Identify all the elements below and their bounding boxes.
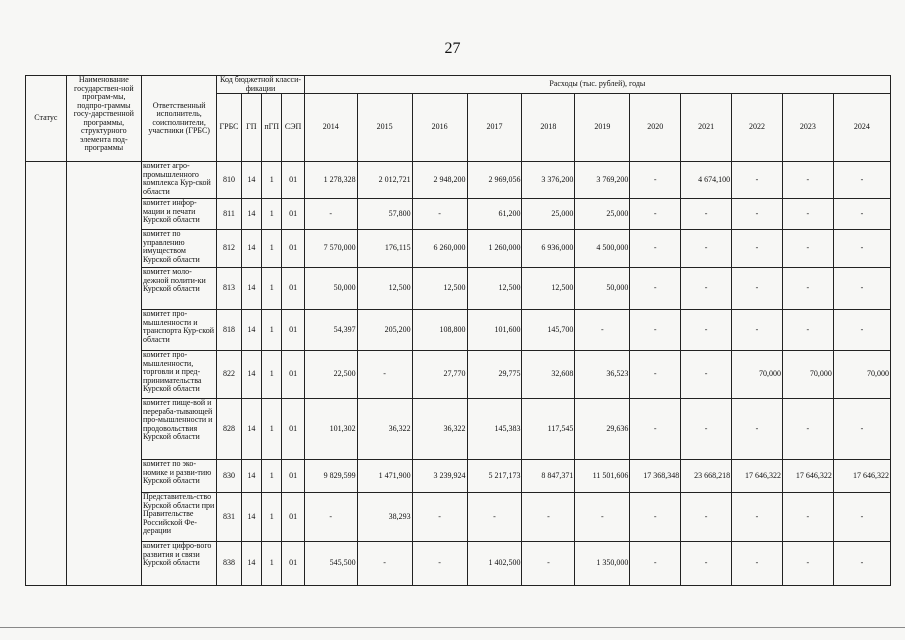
table-row <box>26 199 891 230</box>
sep-cell: 01 <box>282 230 304 268</box>
gp-cell: 14 <box>241 310 261 351</box>
header-budget-code: Код бюджетной класси-фикации <box>217 76 304 94</box>
table-row <box>26 493 891 542</box>
expense-cell: 17 646,322 <box>732 460 783 493</box>
budget-table <box>25 75 891 586</box>
expense-cell: - <box>782 199 833 230</box>
header-year-col: 2022 <box>732 94 783 162</box>
expense-cell: - <box>630 399 681 460</box>
expense-cell: 1 402,500 <box>467 542 522 586</box>
expense-cell: 108,800 <box>412 310 467 351</box>
page-number: 27 <box>444 40 461 57</box>
pgp-cell: 1 <box>262 162 282 199</box>
expense-cell: 3 376,200 <box>522 162 575 199</box>
sep-cell: 01 <box>282 542 304 586</box>
executor-cell: комитет по эко-номике и разви-тию Курской области <box>141 460 216 493</box>
header-program-name: Наименование государствен-ной програм-мы, подпро-граммы госу-дарственной программы, структурного элемента под-программы <box>66 76 141 162</box>
pgp-cell: 1 <box>262 310 282 351</box>
expense-cell: - <box>782 399 833 460</box>
expense-cell: - <box>304 493 357 542</box>
header-code-col: ГП <box>241 94 261 162</box>
gp-cell: 14 <box>241 399 261 460</box>
gp-cell: 14 <box>241 542 261 586</box>
expense-cell: 32,608 <box>522 351 575 399</box>
expense-cell: 61,200 <box>467 199 522 230</box>
pgp-cell: 1 <box>262 268 282 310</box>
header-expenses: Расходы (тыс. рублей), годы <box>304 76 890 94</box>
expense-cell: 50,000 <box>575 268 630 310</box>
expense-cell: - <box>575 310 630 351</box>
header-year-col: 2023 <box>782 94 833 162</box>
expense-cell: 36,523 <box>575 351 630 399</box>
expense-cell: - <box>681 399 732 460</box>
expense-cell: 12,500 <box>467 268 522 310</box>
expense-cell: - <box>782 542 833 586</box>
grbs-cell: 822 <box>217 351 241 399</box>
expense-cell: 70,000 <box>732 351 783 399</box>
expense-cell: 3 239,924 <box>412 460 467 493</box>
grbs-cell: 811 <box>217 199 241 230</box>
expense-cell: - <box>575 493 630 542</box>
expense-cell: - <box>782 310 833 351</box>
expense-cell: - <box>833 542 890 586</box>
executor-cell: комитет про-мышленности и транспорта Кур-ской области <box>141 310 216 351</box>
grbs-cell: 810 <box>217 162 241 199</box>
expense-cell: - <box>732 399 783 460</box>
gp-cell: 14 <box>241 230 261 268</box>
expense-cell: 27,770 <box>412 351 467 399</box>
expense-cell: - <box>833 230 890 268</box>
expense-cell: 17 368,348 <box>630 460 681 493</box>
pgp-cell: 1 <box>262 399 282 460</box>
expense-cell: 17 646,322 <box>833 460 890 493</box>
expense-cell: - <box>782 230 833 268</box>
pgp-cell: 1 <box>262 460 282 493</box>
sep-cell: 01 <box>282 162 304 199</box>
expense-cell: 70,000 <box>833 351 890 399</box>
expense-cell: 145,700 <box>522 310 575 351</box>
expense-cell: 4 500,000 <box>575 230 630 268</box>
expense-cell: 38,293 <box>357 493 412 542</box>
expense-cell: - <box>681 310 732 351</box>
expense-cell: - <box>782 493 833 542</box>
table-row <box>26 230 891 268</box>
expense-cell: 6 936,000 <box>522 230 575 268</box>
expense-cell: 12,500 <box>412 268 467 310</box>
executor-cell: комитет цифро-вого развития и связи Курской области <box>141 542 216 586</box>
expense-cell: - <box>681 230 732 268</box>
expense-cell: - <box>630 493 681 542</box>
expense-cell: 2 948,200 <box>412 162 467 199</box>
expense-cell: - <box>357 351 412 399</box>
sep-cell: 01 <box>282 351 304 399</box>
expense-cell: - <box>681 199 732 230</box>
header-year-col: 2016 <box>412 94 467 162</box>
expense-cell: 1 471,900 <box>357 460 412 493</box>
expense-cell: - <box>357 542 412 586</box>
expense-cell: - <box>833 493 890 542</box>
gp-cell: 14 <box>241 268 261 310</box>
gp-cell: 14 <box>241 199 261 230</box>
expense-cell: - <box>630 310 681 351</box>
expense-cell: 101,302 <box>304 399 357 460</box>
expense-cell: - <box>304 199 357 230</box>
expense-cell: 545,500 <box>304 542 357 586</box>
expense-cell: 1 350,000 <box>575 542 630 586</box>
expense-cell: 6 260,000 <box>412 230 467 268</box>
expense-cell: - <box>412 493 467 542</box>
table-row <box>26 542 891 586</box>
expense-cell: - <box>782 268 833 310</box>
expense-cell: 36,322 <box>357 399 412 460</box>
expense-cell: - <box>732 268 783 310</box>
sep-cell: 01 <box>282 268 304 310</box>
grbs-cell: 818 <box>217 310 241 351</box>
expense-cell: - <box>833 162 890 199</box>
expense-cell: - <box>833 268 890 310</box>
expense-cell: - <box>681 351 732 399</box>
expense-cell: 11 501,606 <box>575 460 630 493</box>
expense-cell: - <box>681 268 732 310</box>
header-code-col: СЭП <box>282 94 304 162</box>
program-name-cell <box>66 162 141 586</box>
expense-cell: - <box>782 162 833 199</box>
expense-cell: 1 260,000 <box>467 230 522 268</box>
table-row <box>26 351 891 399</box>
gp-cell: 14 <box>241 493 261 542</box>
header-year-col: 2014 <box>304 94 357 162</box>
pgp-cell: 1 <box>262 351 282 399</box>
expense-cell: - <box>630 351 681 399</box>
expense-cell: - <box>681 493 732 542</box>
executor-cell: комитет по управлению имуществом Курской области <box>141 230 216 268</box>
sep-cell: 01 <box>282 460 304 493</box>
expense-cell: - <box>732 493 783 542</box>
executor-cell: Представитель-ство Курской области при Правительстве Российской Фе-дерации <box>141 493 216 542</box>
header-year-col: 2020 <box>630 94 681 162</box>
executor-cell: комитет про-мышленности, торговли и пред-принимательства Курской области <box>141 351 216 399</box>
expense-cell: 54,397 <box>304 310 357 351</box>
expense-cell: - <box>630 268 681 310</box>
header-year-col: 2017 <box>467 94 522 162</box>
expense-cell: 22,500 <box>304 351 357 399</box>
expense-cell: 29,775 <box>467 351 522 399</box>
expense-cell: 70,000 <box>782 351 833 399</box>
expense-cell: 17 646,322 <box>782 460 833 493</box>
grbs-cell: 828 <box>217 399 241 460</box>
sep-cell: 01 <box>282 399 304 460</box>
expense-cell: 145,383 <box>467 399 522 460</box>
expense-cell: 36,322 <box>412 399 467 460</box>
pgp-cell: 1 <box>262 542 282 586</box>
expense-cell: - <box>732 310 783 351</box>
expense-cell: - <box>522 493 575 542</box>
expense-cell: - <box>630 199 681 230</box>
expense-cell: - <box>412 199 467 230</box>
header-year-col: 2019 <box>575 94 630 162</box>
expense-cell: 176,115 <box>357 230 412 268</box>
header-code-col: пГП <box>262 94 282 162</box>
expense-cell: - <box>833 310 890 351</box>
expense-cell: 117,545 <box>522 399 575 460</box>
executor-cell: комитет агро-промышленного комплекса Кур-ской области <box>141 162 216 199</box>
expense-cell: 29,636 <box>575 399 630 460</box>
pgp-cell: 1 <box>262 199 282 230</box>
expense-cell: - <box>833 399 890 460</box>
pgp-cell: 1 <box>262 493 282 542</box>
expense-cell: - <box>522 542 575 586</box>
header-year-col: 2018 <box>522 94 575 162</box>
executor-cell: комитет моло-дежной полити-ки Курской области <box>141 268 216 310</box>
expense-cell: 3 769,200 <box>575 162 630 199</box>
header-year-col: 2024 <box>833 94 890 162</box>
executor-cell: комитет пище-вой и перераба-тывающей про-мышленности и продовольствия Курской области <box>141 399 216 460</box>
grbs-cell: 838 <box>217 542 241 586</box>
gp-cell: 14 <box>241 460 261 493</box>
expense-cell: - <box>732 199 783 230</box>
expense-cell: 23 668,218 <box>681 460 732 493</box>
sep-cell: 01 <box>282 199 304 230</box>
header-code-col: ГРБС <box>217 94 241 162</box>
expense-cell: 9 829,599 <box>304 460 357 493</box>
expense-cell: 12,500 <box>522 268 575 310</box>
table-row <box>26 268 891 310</box>
executor-cell: комитет инфор-мации и печати Курской области <box>141 199 216 230</box>
expense-cell: 12,500 <box>357 268 412 310</box>
header-status: Статус <box>26 76 67 162</box>
expense-cell: 2 012,721 <box>357 162 412 199</box>
grbs-cell: 830 <box>217 460 241 493</box>
grbs-cell: 813 <box>217 268 241 310</box>
sep-cell: 01 <box>282 310 304 351</box>
expense-cell: - <box>467 493 522 542</box>
grbs-cell: 812 <box>217 230 241 268</box>
expense-cell: 50,000 <box>304 268 357 310</box>
expense-cell: - <box>630 230 681 268</box>
table-row <box>26 310 891 351</box>
header-year-col: 2015 <box>357 94 412 162</box>
expense-cell: - <box>732 162 783 199</box>
header-executor: Ответственный исполнитель, соисполнители, участники (ГРБС) <box>141 76 216 162</box>
expense-cell: 8 847,371 <box>522 460 575 493</box>
expense-cell: - <box>732 542 783 586</box>
table-row <box>26 162 891 199</box>
expense-cell: 1 278,328 <box>304 162 357 199</box>
page-bottom-rule <box>0 627 905 628</box>
expense-cell: - <box>681 542 732 586</box>
expense-cell: - <box>833 199 890 230</box>
expense-cell: 57,800 <box>357 199 412 230</box>
expense-cell: 4 674,100 <box>681 162 732 199</box>
expense-cell: 2 969,056 <box>467 162 522 199</box>
header-year-col: 2021 <box>681 94 732 162</box>
expense-cell: - <box>630 542 681 586</box>
expense-cell: - <box>732 230 783 268</box>
table-row <box>26 460 891 493</box>
expense-cell: 205,200 <box>357 310 412 351</box>
expense-cell: 25,000 <box>522 199 575 230</box>
pgp-cell: 1 <box>262 230 282 268</box>
expense-cell: 101,600 <box>467 310 522 351</box>
gp-cell: 14 <box>241 351 261 399</box>
grbs-cell: 831 <box>217 493 241 542</box>
gp-cell: 14 <box>241 162 261 199</box>
sep-cell: 01 <box>282 493 304 542</box>
expense-cell: - <box>412 542 467 586</box>
table-row <box>26 399 891 460</box>
expense-cell: - <box>630 162 681 199</box>
status-cell <box>26 162 67 586</box>
expense-cell: 5 217,173 <box>467 460 522 493</box>
expense-cell: 7 570,000 <box>304 230 357 268</box>
expense-cell: 25,000 <box>575 199 630 230</box>
